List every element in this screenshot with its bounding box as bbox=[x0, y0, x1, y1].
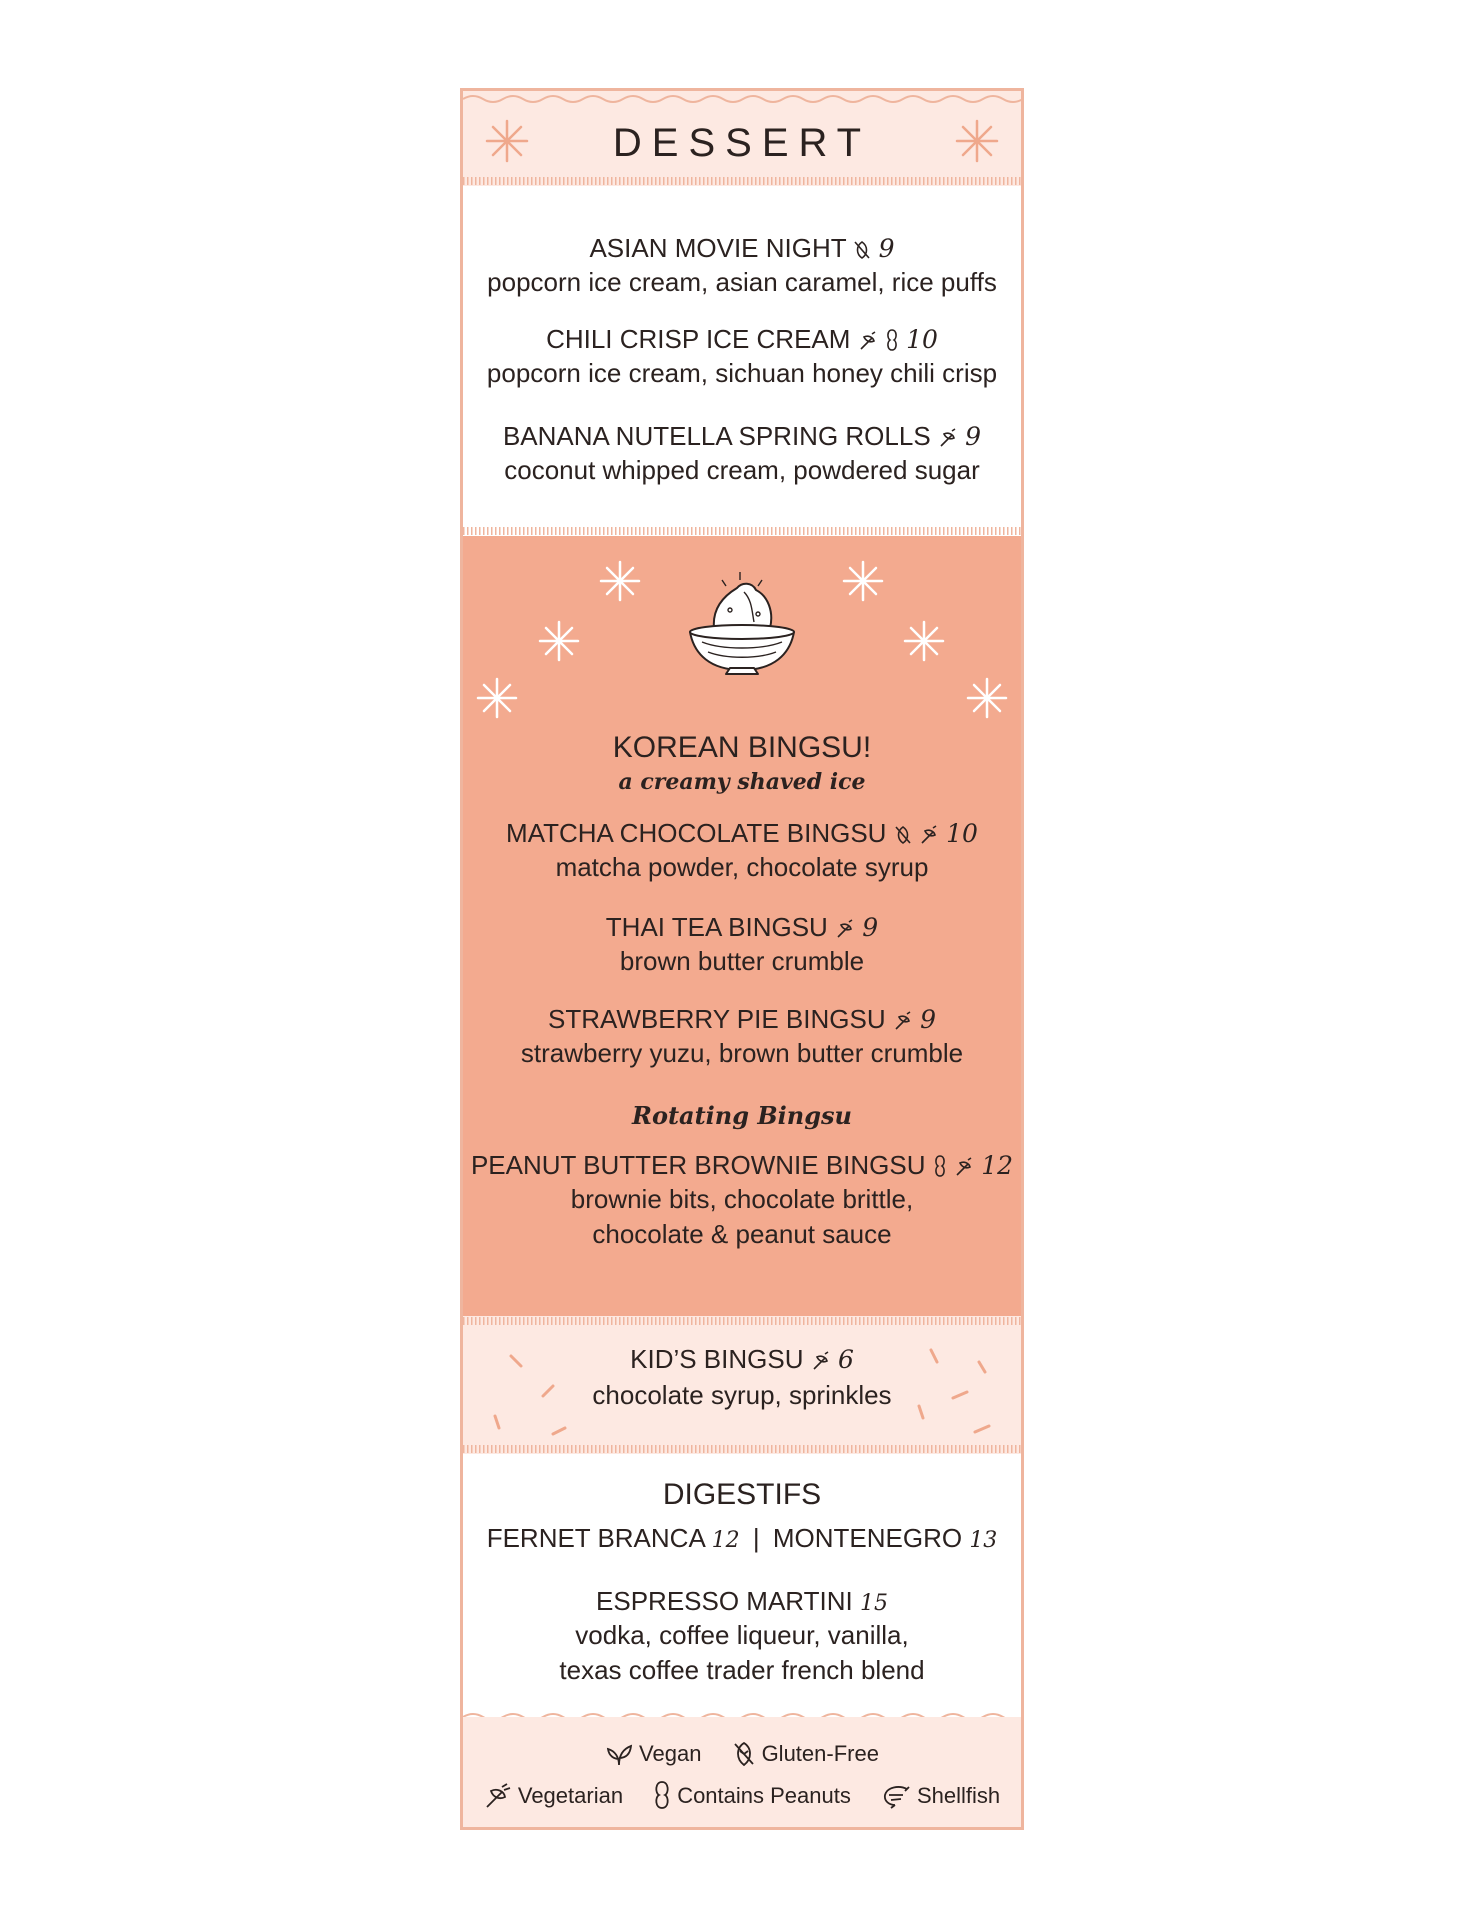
legend-peanuts bbox=[653, 1781, 851, 1809]
shellfish-icon bbox=[881, 1783, 911, 1809]
item-price: 15 bbox=[859, 1591, 888, 1616]
item-name: CHILI CRISP ICE CREAM bbox=[546, 324, 851, 354]
item-name-line bbox=[463, 1342, 1021, 1376]
legend-vegan bbox=[605, 1741, 701, 1767]
sparkle-icon bbox=[601, 562, 639, 600]
item-name: ESPRESSO MARTINI bbox=[596, 1586, 853, 1616]
vegetarian-icon bbox=[858, 331, 878, 351]
item-price: 9 bbox=[878, 234, 895, 263]
section-subtitle: a creamy shaved ice bbox=[618, 769, 866, 795]
item-price: 13 bbox=[969, 1528, 998, 1553]
vegetarian-icon bbox=[954, 1157, 974, 1177]
legend-label: Vegan bbox=[639, 1741, 702, 1766]
peanut-icon bbox=[933, 1155, 947, 1177]
item-description: popcorn ice cream, sichuan honey chili crisp bbox=[486, 358, 998, 388]
legend-label: Vegetarian bbox=[517, 1783, 624, 1808]
item-name-line bbox=[463, 322, 1021, 356]
gluten-free-icon bbox=[732, 1741, 756, 1767]
legend-shellfish bbox=[881, 1783, 1000, 1809]
item-description: strawberry yuzu, brown butter crumble bbox=[520, 1038, 964, 1068]
item-price: 10 bbox=[906, 325, 938, 354]
item-name: ASIAN MOVIE NIGHT bbox=[589, 233, 847, 263]
digestifs-heading bbox=[463, 1475, 1021, 1515]
dessert-item bbox=[463, 322, 1021, 391]
menu-header bbox=[463, 91, 1021, 186]
item-name: STRAWBERRY PIE BINGSU bbox=[548, 1004, 886, 1034]
item-name: BANANA NUTELLA SPRING ROLLS bbox=[502, 421, 931, 451]
section-title: DIGESTIFS bbox=[662, 1478, 822, 1511]
bingsu-item bbox=[463, 1002, 1021, 1071]
item-description: vodka, coffee liqueur, vanilla, bbox=[575, 1620, 909, 1650]
bingsu-item bbox=[463, 1148, 1021, 1252]
tick-divider bbox=[463, 526, 1021, 536]
sparkle-icon bbox=[478, 679, 516, 717]
dessert-item bbox=[463, 231, 1021, 300]
separator: | bbox=[752, 1523, 760, 1553]
wavy-border bbox=[463, 91, 1021, 107]
item-price: 9 bbox=[920, 1005, 936, 1034]
item-name-line bbox=[463, 1148, 1021, 1182]
legend-vegetarian bbox=[484, 1783, 623, 1809]
legend-label: Shellfish bbox=[916, 1783, 1001, 1808]
sparkle-icon bbox=[844, 562, 882, 600]
item-description: brownie bits, chocolate brittle, bbox=[570, 1184, 914, 1214]
item-price: 12 bbox=[981, 1151, 1014, 1180]
vegan-icon bbox=[605, 1743, 633, 1767]
legend-label: Contains Peanuts bbox=[677, 1783, 851, 1808]
peanut-icon bbox=[885, 329, 899, 351]
vegetarian-icon bbox=[938, 428, 958, 448]
item-name-line bbox=[463, 419, 1021, 453]
rotating-label: Rotating Bingsu bbox=[632, 1101, 852, 1130]
digestifs-row bbox=[463, 1521, 1021, 1555]
item-name-line bbox=[463, 1584, 1021, 1618]
legend-label: Gluten-Free bbox=[761, 1741, 879, 1766]
item-price: 6 bbox=[837, 1345, 854, 1374]
kids-section bbox=[463, 1316, 1021, 1454]
legend-band bbox=[463, 1717, 1021, 1830]
dessert-menu bbox=[460, 88, 1024, 1830]
item-name: FERNET BRANCA bbox=[486, 1523, 705, 1553]
item-name-line bbox=[463, 1521, 1021, 1555]
item-price: 12 bbox=[711, 1528, 740, 1553]
item-price: 10 bbox=[946, 819, 978, 848]
peanut-icon bbox=[653, 1781, 671, 1809]
bingsu-item bbox=[463, 910, 1021, 979]
item-name: MATCHA CHOCOLATE BINGSU bbox=[506, 818, 887, 848]
item-description: popcorn ice cream, asian caramel, rice puffs bbox=[487, 267, 997, 297]
tick-divider bbox=[463, 176, 1021, 186]
item-name-line bbox=[463, 231, 1021, 265]
kids-item bbox=[463, 1342, 1021, 1413]
item-name: PEANUT BUTTER BROWNIE BINGSU bbox=[470, 1150, 926, 1180]
item-description: texas coffee trader french blend bbox=[559, 1655, 925, 1685]
item-name: MONTENEGRO bbox=[772, 1523, 963, 1553]
item-name-line bbox=[463, 910, 1021, 944]
item-name-line bbox=[463, 816, 1021, 850]
section-title: KOREAN BINGSU! bbox=[612, 731, 872, 764]
vegetarian-icon bbox=[811, 1351, 831, 1371]
dessert-item bbox=[463, 419, 1021, 488]
sparkle-icon bbox=[905, 622, 943, 660]
bingsu-heading bbox=[463, 729, 1021, 797]
sparkle-icon bbox=[968, 679, 1006, 717]
vegetarian-icon bbox=[835, 919, 855, 939]
item-description: coconut whipped cream, powdered sugar bbox=[504, 455, 980, 485]
bingsu-section bbox=[463, 536, 1021, 1316]
item-name: THAI TEA BINGSU bbox=[605, 912, 828, 942]
item-name: KID’S BINGSU bbox=[630, 1344, 804, 1374]
item-description: chocolate syrup, sprinkles bbox=[592, 1380, 892, 1410]
menu-title: DESSERT bbox=[612, 121, 872, 165]
sparkle-icon bbox=[540, 622, 578, 660]
legend-gluten-free bbox=[732, 1741, 879, 1767]
legend-row bbox=[463, 1781, 1021, 1809]
vegetarian-icon bbox=[893, 1011, 913, 1031]
tick-divider bbox=[463, 1316, 1021, 1326]
legend-row bbox=[463, 1741, 1021, 1767]
item-price: 9 bbox=[965, 422, 982, 451]
gluten-free-icon bbox=[853, 240, 871, 260]
item-price: 9 bbox=[862, 913, 879, 942]
rotating-heading bbox=[463, 1101, 1021, 1130]
bingsu-item bbox=[463, 816, 1021, 885]
item-description: matcha powder, chocolate syrup bbox=[555, 852, 929, 882]
vegetarian-icon bbox=[484, 1783, 512, 1809]
item-description: brown butter crumble bbox=[619, 946, 865, 976]
vegetarian-icon bbox=[919, 825, 939, 845]
digestif-item bbox=[463, 1584, 1021, 1688]
gluten-free-icon bbox=[894, 825, 912, 845]
item-description: chocolate & peanut sauce bbox=[592, 1219, 892, 1249]
item-name-line bbox=[463, 1002, 1021, 1036]
bingsu-bowl-icon bbox=[682, 566, 802, 684]
tick-divider bbox=[463, 1444, 1021, 1454]
